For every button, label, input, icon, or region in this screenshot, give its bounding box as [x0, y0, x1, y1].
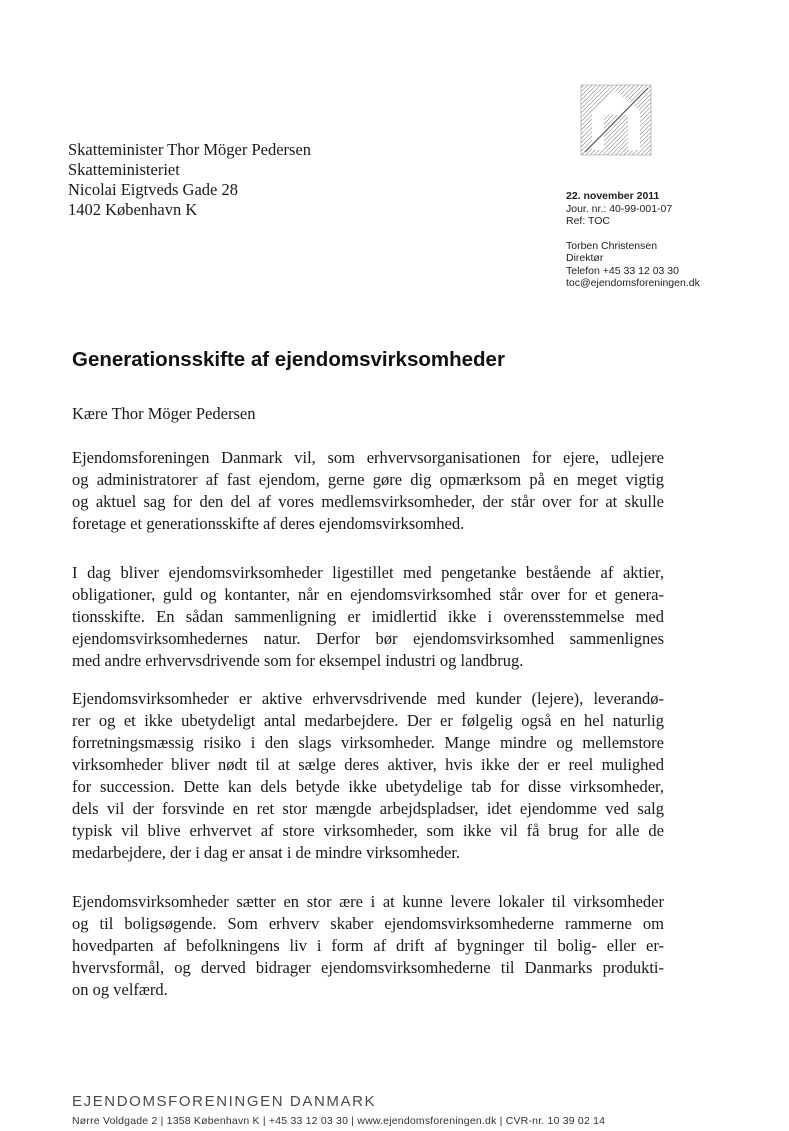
paragraph-line: Ejendomsvirksomheder sætter en stor ære i at kunne levere lokaler til virksomheder — [72, 892, 664, 911]
salutation: Kære Thor Möger Pedersen — [72, 404, 256, 423]
letter-meta — [566, 190, 700, 290]
recipient-line: Skatteminister Thor Möger Pedersen — [68, 140, 312, 159]
paragraph-line: Ejendomsforeningen Danmark vil, som erhvervsorganisationen for ejere, udlejere — [72, 448, 664, 467]
body-paragraph — [72, 562, 664, 672]
contact-phone: Telefon +45 33 12 03 30 — [566, 264, 679, 277]
paragraph-line: hovedparten af befolkningens liv i form af drift af bygninger til bolig- eller er- — [72, 936, 664, 955]
reference: Ref: TOC — [566, 215, 610, 227]
contact-title: Direktør — [566, 252, 604, 264]
paragraph-line: rer og et ikke ubetydeligt antal medarbejdere. Der er følgelig også en hel naturlig — [72, 711, 664, 730]
paragraph-line: foretage et generationsskifte af deres ejendomsvirksomhed. — [72, 514, 465, 533]
paragraph-line: virksomheder bliver nødt til at sælge deres aktiver, hvis ikke der er reel mulighed — [72, 755, 664, 774]
paragraph-line: hvervsformål, og derved bidrager ejendomsvirksomhederne til Danmarks produkti- — [72, 958, 664, 977]
footer-address: Nørre Voldgade 2 | 1358 København K | +45 33 12 03 30 | www.ejendomsforeningen.dk | CVR-nr. 10 39 02 14 — [72, 1115, 606, 1127]
paragraph-line: dels vil der forsvinde en ret stor mængde arbejdspladser, idet ejendomme ved salg — [72, 799, 664, 818]
house-logo-icon — [580, 84, 652, 156]
paragraph-line: I dag bliver ejendomsvirksomheder ligestillet med pengetanke bestående af aktier, — [72, 563, 664, 582]
body-paragraph — [72, 891, 664, 1001]
contact-name: Torben Christensen — [566, 239, 658, 252]
recipient-line: Nicolai Eigtveds Gade 28 — [68, 180, 238, 199]
letter-heading: Generationsskifte af ejendomsvirksomheder — [72, 348, 505, 371]
paragraph-line: og administratorer af fast ejendom, gerne gøre dig opmærksom på en meget vigtig — [72, 470, 664, 489]
paragraph-line: og til boligsøgende. Som erhverv skaber ejendomsvirksomhederne rammerne om — [72, 914, 664, 933]
paragraph-line: med andre erhvervsdrivende som for eksempel industri og landbrug. — [72, 651, 524, 670]
paragraph-line: typisk vil blive erhvervet af store virksomheder, som ikke vil få brug for alle de — [72, 821, 664, 840]
letter-date: 22. november 2011 — [566, 190, 660, 202]
journal-number: Jour. nr.: 40-99-001-07 — [566, 202, 673, 215]
recipient-address — [68, 140, 311, 220]
paragraph-line: for succession. Dette kan dels betyde ikke ubetydelige tab for disse virksomheder, — [72, 777, 664, 796]
body-paragraph — [72, 447, 664, 535]
paragraph-line: tionsskifte. En sådan sammenligning er imidlertid ikke i overensstemmelse med — [72, 607, 664, 626]
recipient-line: Skatteministeriet — [68, 160, 180, 179]
paragraph-line: Ejendomsvirksomheder er aktive erhvervsdrivende med kunder (lejere), leverandø- — [72, 689, 664, 708]
paragraph-line: on og velfærd. — [72, 980, 168, 999]
paragraph-line: ejendomsvirksomhedernes natur. Derfor bør ejendomsvirksomhed sammenlignes — [72, 629, 664, 648]
paragraph-line: og aktuel sag for den del af vores medlemsvirksomheder, der står over for at skulle — [72, 492, 664, 511]
paragraph-line: obligationer, guld og kontanter, når en ejendomsvirksomhed står over for et genera- — [72, 585, 664, 604]
recipient-line: 1402 København K — [68, 200, 198, 219]
body-paragraph — [72, 688, 664, 864]
contact-email: toc@ejendomsforeningen.dk — [566, 277, 700, 289]
paragraph-line: medarbejdere, der i dag er ansat i de mindre virksomheder. — [72, 843, 461, 862]
paragraph-line: forretningsmæssig risiko i den slags virksomheder. Mange mindre og mellemstore — [72, 733, 664, 752]
footer-organization-name: EJENDOMSFORENINGEN DANMARK — [72, 1093, 377, 1110]
